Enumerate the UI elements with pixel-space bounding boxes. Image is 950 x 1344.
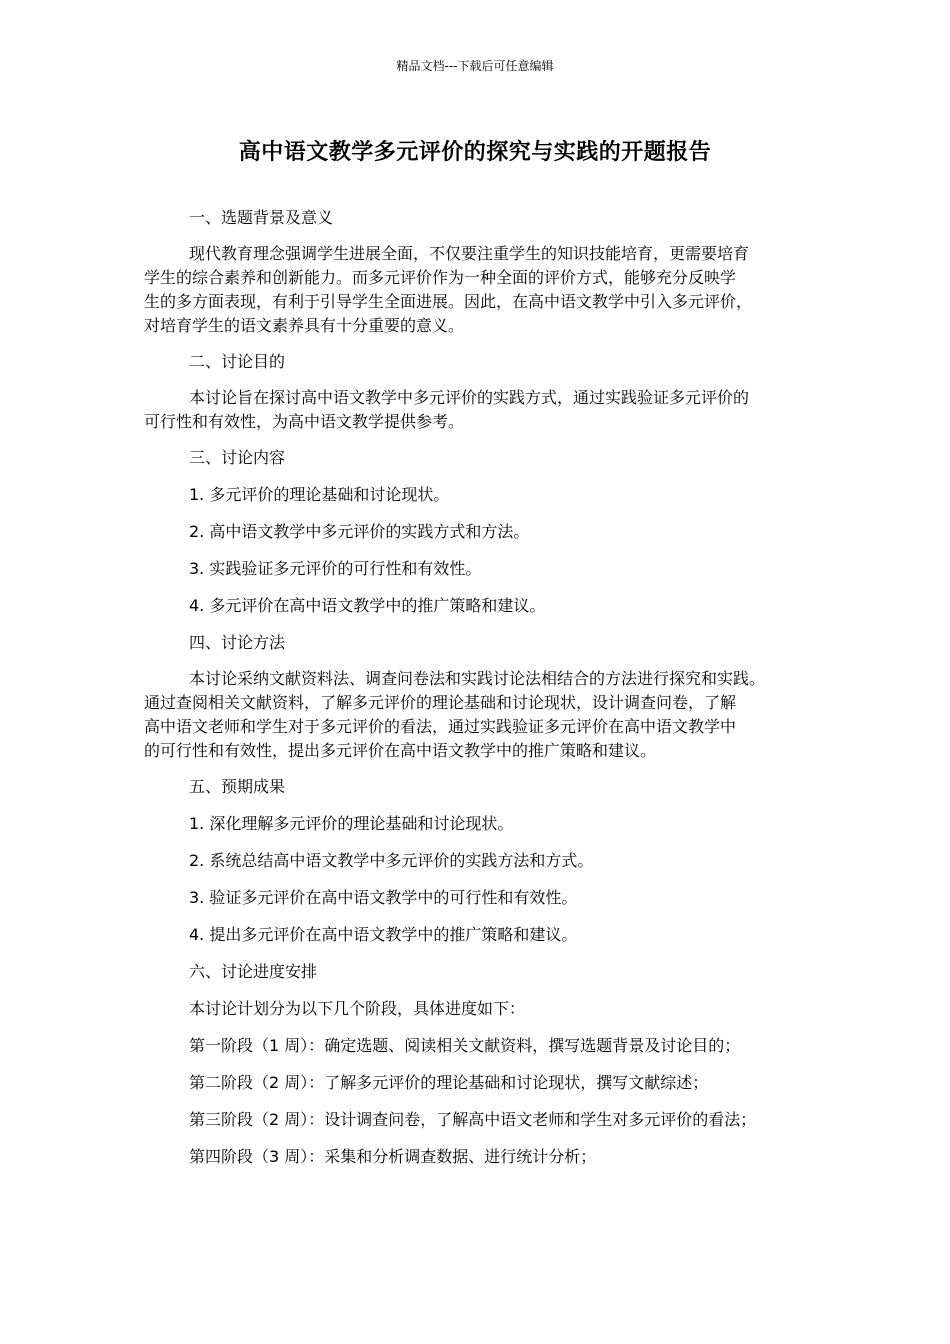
schedule-stage: 第一阶段（1 周）：确定选题、阅读相关文献资料，撰写选题背景及讨论目的； <box>189 1036 741 1055</box>
schedule-stage: 第二阶段（2 周）：了解多元评价的理论基础和讨论现状，撰写文献综述； <box>189 1073 709 1092</box>
section-heading-background: 一、选题背景及意义 <box>189 208 334 227</box>
list-item: 2. 高中语文教学中多元评价的实践方式和方法。 <box>189 522 530 541</box>
paragraph-line: 现代教育理念强调学生进展全面，不仅要注重学生的知识技能培育，更需要培育 <box>189 244 750 263</box>
schedule-stage: 第四阶段（3 周）：采集和分析调查数据、进行统计分析； <box>189 1147 597 1166</box>
paragraph-line: 生的多方面表现，有利于引导学生全面进展。因此，在高中语文教学中引入多元评价， <box>144 292 753 311</box>
paragraph-line: 的可行性和有效性，提出多元评价在高中语文教学中的推广策略和建议。 <box>144 741 657 760</box>
paragraph-purpose <box>144 386 816 434</box>
section-heading-outcomes: 五、预期成果 <box>189 777 286 796</box>
list-item: 1. 深化理解多元评价的理论基础和讨论现状。 <box>189 814 514 833</box>
section-heading-method: 四、讨论方法 <box>189 633 286 652</box>
paragraph-line: 本讨论采纳文献资料法、调查问卷法和实践讨论法相结合的方法进行探究和实践。 <box>189 669 766 688</box>
paragraph-line: 可行性和有效性，为高中语文教学提供参考。 <box>144 412 465 431</box>
paragraph-line: 对培育学生的语文素养具有十分重要的意义。 <box>144 316 465 335</box>
paragraph-line: 通过查阅相关文献资料，了解多元评价的理论基础和讨论现状，设计调查问卷，了解 <box>144 693 737 712</box>
paragraph-line: 高中语文老师和学生对于多元评价的看法，通过实践验证多元评价在高中语文教学中 <box>144 717 737 736</box>
section-heading-schedule: 六、讨论进度安排 <box>189 962 318 981</box>
paragraph-method <box>144 667 816 763</box>
list-item: 3. 验证多元评价在高中语文教学中的可行性和有效性。 <box>189 888 578 907</box>
section-heading-content: 三、讨论内容 <box>189 448 286 467</box>
list-item: 4. 多元评价在高中语文教学中的推广策略和建议。 <box>189 596 546 615</box>
paragraph-line: 学生的综合素养和创新能力。而多元评价作为一种全面的评价方式，能够充分反映学 <box>144 268 737 287</box>
list-item: 4. 提出多元评价在高中语文教学中的推广策略和建议。 <box>189 925 578 944</box>
document-title: 高中语文教学多元评价的探究与实践的开题报告 <box>238 140 712 165</box>
schedule-intro: 本讨论计划分为以下几个阶段，具体进度如下： <box>189 999 526 1018</box>
paragraph-line: 本讨论旨在探讨高中语文教学中多元评价的实践方式，通过实践验证多元评价的 <box>189 388 750 407</box>
page-header: 精品文档---下载后可任意编辑 <box>396 59 554 73</box>
document-body <box>144 206 816 1169</box>
section-heading-purpose: 二、讨论目的 <box>189 352 286 371</box>
paragraph-background <box>144 242 816 338</box>
list-item: 2. 系统总结高中语文教学中多元评价的实践方法和方式。 <box>189 851 594 870</box>
list-item: 3. 实践验证多元评价的可行性和有效性。 <box>189 559 482 578</box>
list-item: 1. 多元评价的理论基础和讨论现状。 <box>189 485 450 504</box>
schedule-stage: 第三阶段（2 周）：设计调查问卷，了解高中语文老师和学生对多元评价的看法； <box>189 1110 757 1129</box>
